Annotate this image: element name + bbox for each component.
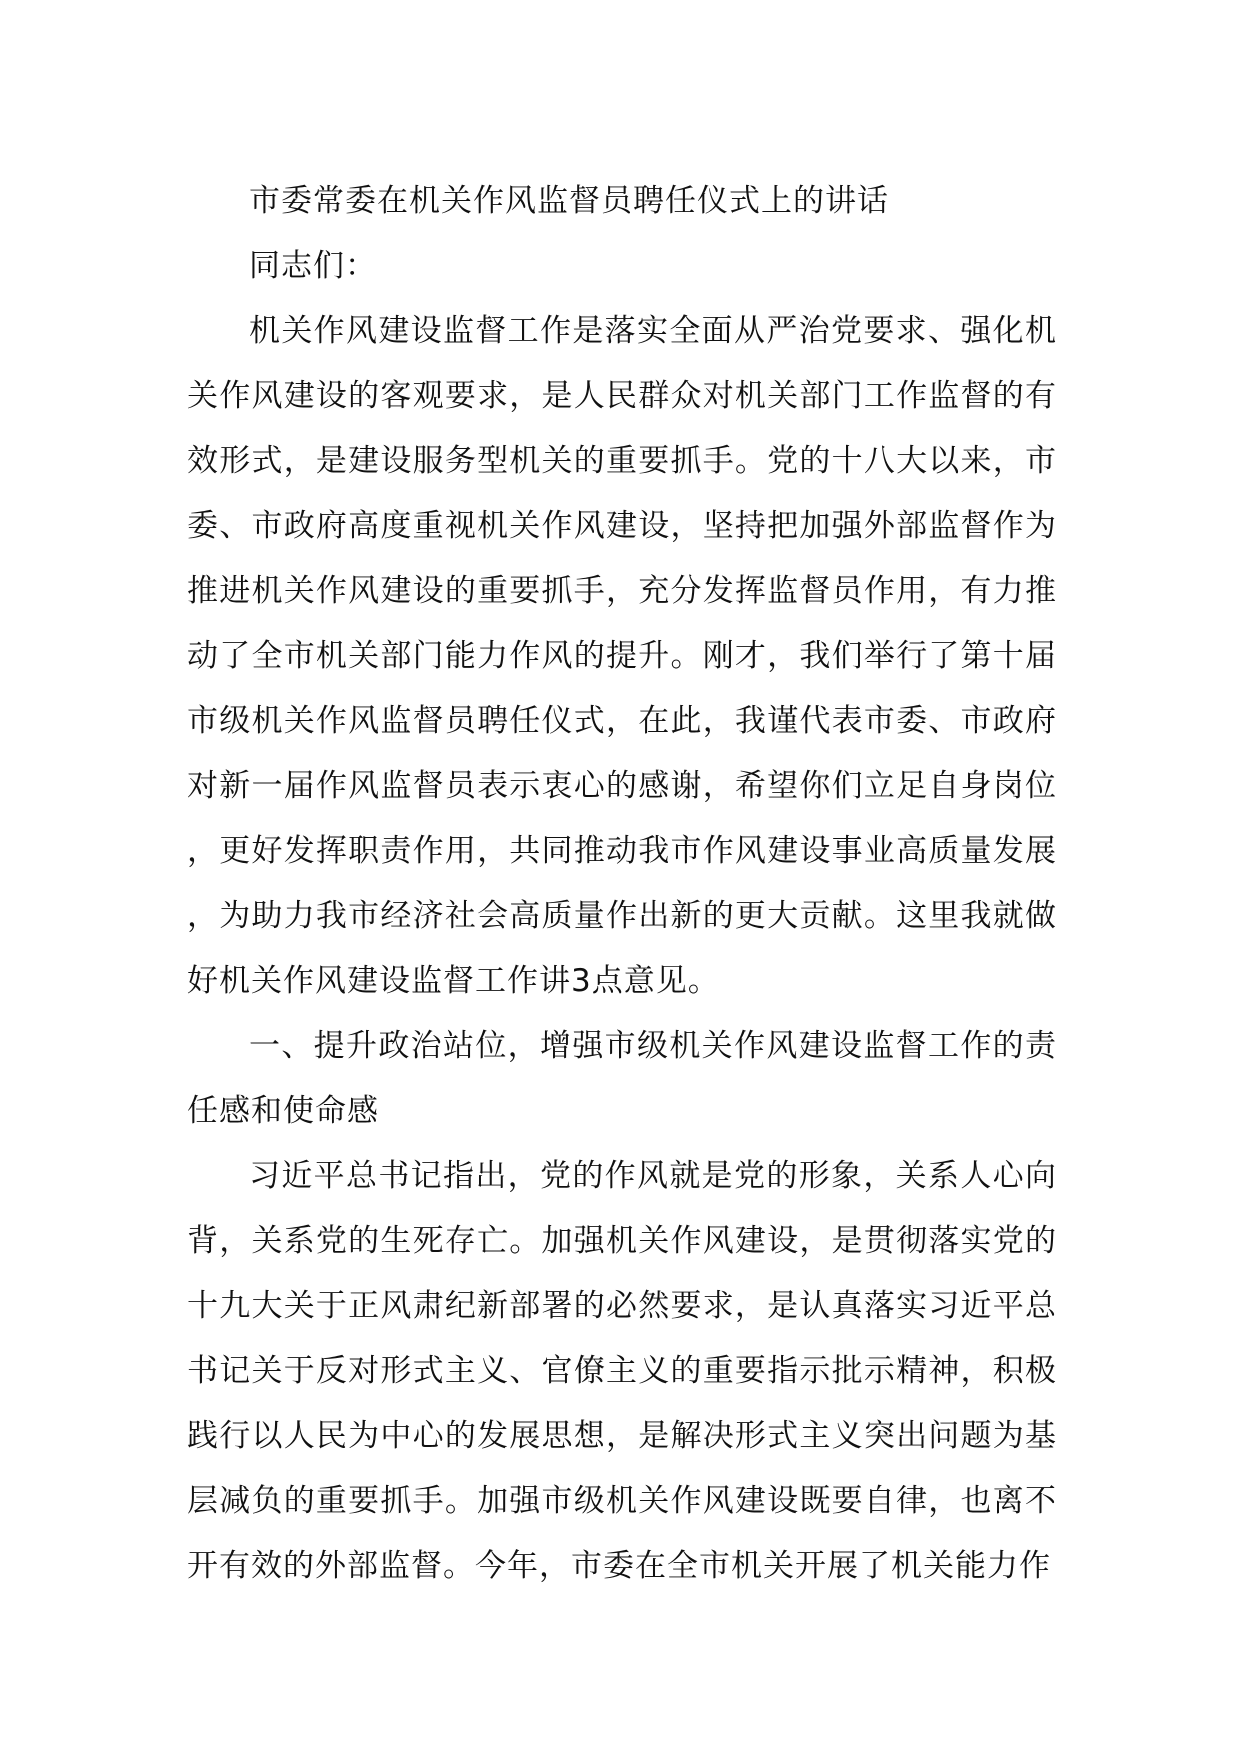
document-title: 市委常委在机关作风监督员聘任仪式上的讲话 xyxy=(249,183,889,219)
salutation: 同志们： xyxy=(249,248,377,284)
document-body xyxy=(187,169,1057,1599)
section-heading-1: 一、提升政治站位，增强市级机关作风建设监督工作的责任感和使命感 xyxy=(187,1028,1057,1129)
paragraph-intro: 机关作风建设监督工作是落实全面从严治党要求、强化机关作风建设的客观要求，是人民群众对机关部门工作监督的有效形式，是建设服务型机关的重要抓手。党的十八大以来，市委、市政府高度重视机关作风建设，坚持把加强外部监督作为推进机关作风建设的重要抓手，充分发挥监督员作用，有力推动了全市机关部门能力作风的提升。刚才，我们举行了第十届市级机关作风监督员聘任仪式，在此，我谨代表市委、市政府对新一届作风监督员表示衷心的感谢，希望你们立足自身岗位，更好发挥职责作用，共同推动我市作风建设事业高质量发展，为助力我市经济社会高质量作出新的更大贡献。这里我就做好机关作风建设监督工作讲3点意见。 xyxy=(187,313,1057,999)
paragraph-section-1: 习近平总书记指出，党的作风就是党的形象，关系人心向背，关系党的生死存亡。加强机关作风建设，是贯彻落实党的十九大关于正风肃纪新部署的必然要求，是认真落实习近平总书记关于反对形式主义、官僚主义的重要指示批示精神，积极践行以人民为中心的发展思想，是解决形式主义突出问题为基层减负的重要抓手。加强市级机关作风建设既要自律，也离不开有效的外部监督。今年，市委在全市机关开展了机关能力作 xyxy=(187,1158,1057,1584)
